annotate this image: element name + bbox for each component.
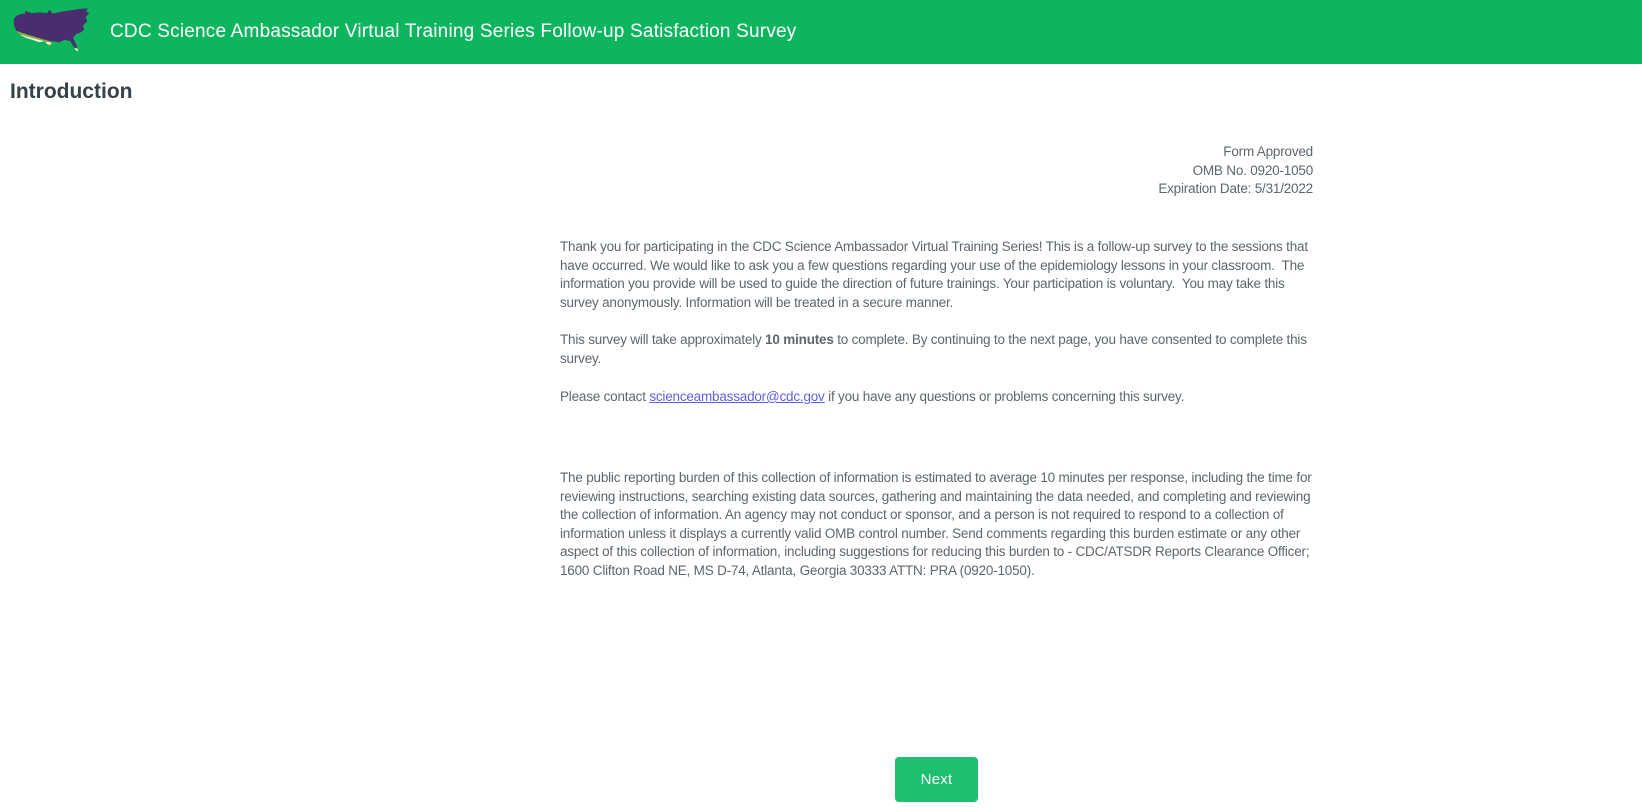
contact-paragraph [560,388,1313,407]
survey-title: CDC Science Ambassador Virtual Training Series Follow-up Satisfaction Survey [110,21,797,42]
contact-text-before: Please contact [560,389,650,404]
email-link[interactable]: scienceambassador@cdc.gov [649,389,825,404]
page-title: Introduction [10,80,133,103]
omb-approval-block [560,143,1313,199]
duration-paragraph [560,331,1313,368]
expiration-date-line: Expiration Date: 5/31/2022 [1158,181,1313,196]
header-bar [0,0,1642,64]
duration-text-after: to complete. By continuing to the next page, you have consented to complete this survey. [560,332,1311,366]
burden-statement: The public reporting burden of this collection of information is estimated to average 10 minutes per response, including the time for reviewing instructions, searching existing data sources, gathering and maintaining the data needed, and completing and reviewing the collection of information. An agency may not conduct or sponsor, and a person is not required to respond to a collection of information unless it displays a currently valid OMB control number. Send comments regarding this burden estimate or any other aspect of this collection of information, including suggestions for reducing this burden to - CDC/ATSDR Reports Clearance Officer; 1600 Clifton Road NE, MS D-74, Atlanta, Georgia 30333 ATTN: PRA (0920-1050). [560,470,1316,578]
cdc-science-ambassador-logo [8,3,92,61]
duration-bold-text: 10 minutes [765,332,834,347]
form-approved-line: Form Approved [1223,144,1313,159]
next-button[interactable]: Next [895,757,978,802]
intro-paragraph: Thank you for participating in the CDC Science Ambassador Virtual Training Series! This is a follow-up survey to the sessions that have occurred. We would like to ask you a few questions regarding your use of the epidemiology lessons in your classroom. The information you provide will be used to guide the direction of future trainings. Your participation is voluntary. You may take this survey anonymously. Information will be treated in a secure manner. [560,239,1312,310]
contact-text-after: if you have any questions or problems concerning this survey. [824,389,1185,404]
omb-number-line: OMB No. 0920-1050 [1192,162,1313,178]
navigation-row [560,757,1313,802]
duration-text-before: This survey will take approximately [560,332,766,347]
